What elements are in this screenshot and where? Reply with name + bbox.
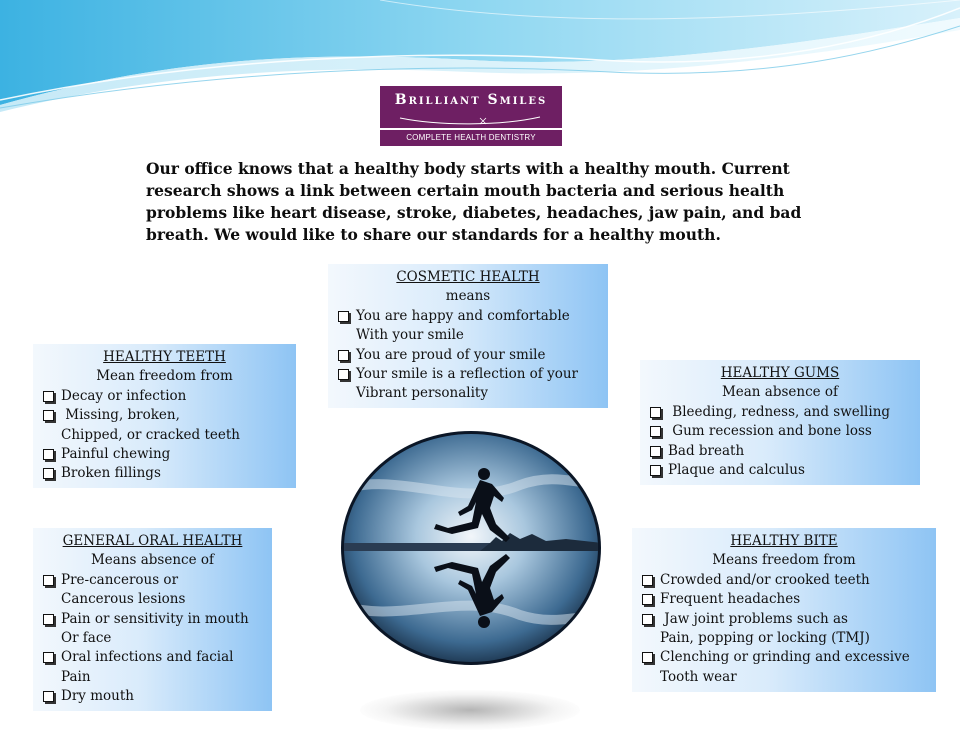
list-item-continuation: Or face [61,630,112,647]
list-item-text: Jaw joint problems such as [660,610,848,627]
general-oral-health-box [33,528,272,711]
healthy-bite-box [632,528,936,692]
list-item-text: Frequent headaches [660,591,801,608]
gums-list [648,403,912,481]
teeth-heading: HEALTHY TEETH [103,349,226,365]
list-item-text: Crowded and/or crooked teeth [660,571,870,588]
list-item-text: You are happy and comfortable [356,307,570,324]
logo-name: Brilliant Smiles [380,86,562,126]
list-item-continuation: Tooth wear [660,668,737,685]
list-item [336,365,600,404]
checkbox-bullet-icon [43,410,54,421]
list-item-text: Your smile is a reflection of your [356,366,578,383]
list-item-text: Pain or sensitivity in mouth [61,610,249,627]
checkbox-bullet-icon [642,652,653,663]
checkbox-bullet-icon [43,391,54,402]
list-item [648,403,912,422]
oral-heading: GENERAL ORAL HEALTH [62,533,243,549]
checkbox-bullet-icon [338,311,349,322]
checkbox-bullet-icon [642,575,653,586]
teeth-list [41,387,288,484]
checkbox-bullet-icon [43,468,54,479]
list-item-continuation: Pain [61,668,91,685]
intro-paragraph: Our office knows that a healthy body starts with a healthy mouth. Current research shows a link between certain mouth bacteria and serious health problems like heart disease, stroke, diabetes, headaches, jaw pain, and bad breath. We would like to share our standards for a healthy mouth. [146,159,802,244]
list-item [640,610,928,649]
teeth-subheading: Mean freedom from [96,368,233,385]
checkbox-bullet-icon [43,652,54,663]
checkbox-bullet-icon [650,465,661,476]
bite-subheading: Means freedom from [712,552,856,569]
oral-subheading: Means absence of [90,552,215,569]
list-item-continuation: With your smile [356,327,464,344]
gums-heading: HEALTHY GUMS [720,365,840,381]
cosmetic-list [336,307,600,404]
checkbox-bullet-icon [43,614,54,625]
list-item [41,387,288,406]
checkbox-bullet-icon [650,407,661,418]
checkbox-bullet-icon [650,426,661,437]
list-item-text: Decay or infection [61,387,187,404]
list-item [640,590,928,609]
logo-swoosh [380,114,562,128]
checkbox-bullet-icon [43,449,54,460]
list-item [41,610,264,649]
checkbox-bullet-icon [650,446,661,457]
list-item [640,571,928,590]
list-item [648,461,912,480]
checkbox-bullet-icon [43,575,54,586]
cosmetic-heading: COSMETIC HEALTH [396,269,540,285]
list-item [41,445,288,464]
oral-title [41,532,264,571]
list-item-text: Plaque and calculus [668,462,805,479]
cosmetic-subheading: means [445,288,491,305]
list-item-text: Pre-cancerous or [61,571,179,588]
list-item-continuation: Vibrant personality [356,385,488,402]
list-item-text: Bleeding, redness, and swelling [668,403,891,420]
list-item-continuation: Pain, popping or locking (TMJ) [660,630,870,647]
list-item [41,464,288,483]
gums-subheading: Mean absence of [721,384,839,401]
list-item-continuation: Chipped, or cracked teeth [61,426,240,443]
list-item [41,687,264,706]
runner-reflection-icon [340,430,602,666]
checkbox-bullet-icon [642,614,653,625]
bite-title [640,532,928,571]
checkbox-bullet-icon [43,691,54,702]
list-item-text: Bad breath [668,442,745,459]
healthy-gums-box [640,360,920,485]
healthy-teeth-box [33,344,296,488]
list-item-text: Missing, broken, [61,407,180,424]
list-item [648,442,912,461]
checkbox-bullet-icon [642,594,653,605]
cosmetic-title [336,268,600,307]
list-item-text: Clenching or grinding and excessive [660,649,910,666]
brand-logo [376,82,566,154]
list-item-text: Dry mouth [61,688,134,705]
gums-title [648,364,912,403]
list-item [648,422,912,441]
list-item [336,307,600,346]
checkbox-bullet-icon [338,369,349,380]
list-item [640,648,928,687]
checkbox-bullet-icon [338,350,349,361]
list-item-text: Gum recession and bone loss [668,423,872,440]
teeth-title [41,348,288,387]
cosmetic-health-box [328,264,608,408]
list-item [336,346,600,365]
list-item-text: Painful chewing [61,446,171,463]
list-item-text: You are proud of your smile [356,346,546,363]
image-shadow [360,690,580,730]
list-item-text: Oral infections and facial [61,649,234,666]
list-item-continuation: Cancerous lesions [61,591,186,608]
list-item [41,571,264,610]
bite-heading: HEALTHY BITE [730,533,838,549]
logo-tagline: COMPLETE HEALTH DENTISTRY [380,130,562,146]
bite-list [640,571,928,687]
list-item-text: Broken fillings [61,465,161,482]
oral-list [41,571,264,707]
list-item [41,648,264,687]
list-item [41,406,288,445]
